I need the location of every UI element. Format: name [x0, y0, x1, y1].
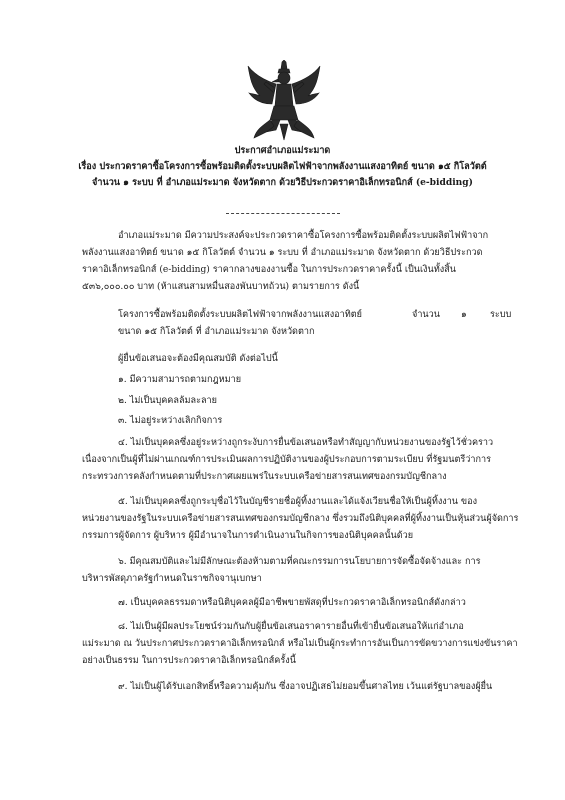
project-unit: ระบบ	[490, 310, 512, 320]
qualification-line: ๒. ไม่เป็นบุคคลล้มละลาย	[118, 396, 217, 406]
qualification-line: ๔. ไม่เป็นบุคคลซึ่งอยู่ระหว่างถูกระงับการยื่นข้อเสนอหรือทำสัญญากับหน่วยงานของรัฐไว้ชั่วคราว	[118, 438, 494, 448]
qualification-line: ๙. ไม่เป็นผู้ได้รับเอกสิทธิ์หรือความคุ้มกัน ซึ่งอาจปฏิเสธไม่ยอมขึ้นศาลไทย เว้นแต่รัฐบาลของผู้ยื่น	[118, 682, 493, 692]
intro-line-3: ราคาอิเล็กทรอนิกส์ (e-bidding) ราคากลางของงานซื้อ ในการประกวดราคาครั้งนี้ เป็นเงินทั้งสิ้น	[82, 265, 456, 275]
qualification-line: แม่ระมาด ณ วันประกาศประกวดราคาอิเล็กทรอนิกส์ หรือไม่เป็นผู้กระทำการอันเป็นการขัดขวางการแข่งขันราคา	[82, 639, 518, 649]
qualification-line: กระทรวงการคลังกำหนดตามที่ประกาศเผยแพร่ในระบบเครือข่ายสารสนเทศของกรมบัญชีกลาง	[82, 472, 447, 482]
subject-line-1: เรื่อง ประกวดราคาซื้อโครงการซื้อพร้อมติดตั้งระบบผลิตไฟฟ้าจากพลังงานแสงอาทิตย์ ขนาด ๑๕ กิโลวัตต์	[78, 161, 487, 172]
qualification-line: ๗. เป็นบุคคลธรรมดาหรือนิติบุคคลผู้มีอาชีพขายพัสดุที่ประกวดราคาอิเล็กทรอนิกส์ดังกล่าว	[118, 598, 466, 608]
qualification-line: ๑. มีความสามารถตามกฎหมาย	[118, 375, 242, 385]
issuer-title: ประกาศอำเภอแม่ระมาด	[234, 145, 331, 156]
qualification-line: ๘. ไม่เป็นผู้มีผลประโยชน์ร่วมกันกับผู้ยื่นข้อเสนอราคารายอื่นที่เข้ายื่นข้อเสนอให้แก่อำเภอ	[118, 622, 464, 632]
qualification-line: กรรมการผู้จัดการ ผู้บริหาร ผู้มีอำนาจในการดำเนินงานในกิจการของนิติบุคคลนั้นด้วย	[82, 531, 414, 541]
project-line-2: ขนาด ๑๕ กิโลวัตต์ ที่ อำเภอแม่ระมาด จังหวัดตาก	[118, 327, 315, 337]
intro-line-1: อำเภอแม่ระมาด มีความประสงค์จะประกวดราคาซื้อโครงการซื้อพร้อมติดตั้งระบบผลิตไฟฟ้าจาก	[118, 231, 489, 241]
garuda-emblem	[246, 60, 322, 142]
intro-line-4: ๕๓๖,๐๐๐.๐๐ บาท (ห้าแสนสามหมื่นสองพันบาทถ้วน) ตามรายการ ดังนี้	[82, 282, 360, 292]
project-quantity-label: จำนวน	[412, 310, 440, 320]
subject-line-2: จำนวน ๑ ระบบ ที่ อำเภอแม่ระมาด จังหวัดตาก ด้วยวิธีประกวดราคาอิเล็กทรอนิกส์ (e-bidding)	[92, 177, 473, 188]
project-line-1: โครงการซื้อพร้อมติดตั้งระบบผลิตไฟฟ้าจากพลังงานแสงอาทิตย์	[118, 310, 362, 320]
qualification-line: อย่างเป็นธรรม ในการประกวดราคาอิเล็กทรอนิกส์ครั้งนี้	[82, 656, 296, 666]
qualification-line: ๖. มีคุณสมบัติและไม่มีลักษณะต้องห้ามตามที่คณะกรรมการนโยบายการจัดซื้อจัดจ้างและ การ	[118, 557, 481, 567]
qualification-line: ๓. ไม่อยู่ระหว่างเลิกกิจการ	[118, 416, 223, 426]
qualifications-heading: ผู้ยื่นข้อเสนอจะต้องมีคุณสมบัติ ดังต่อไปนี้	[118, 354, 278, 364]
qualification-line: เนื่องจากเป็นผู้ที่ไม่ผ่านเกณฑ์การประเมินผลการปฏิบัติงานของผู้ประกอบการตามระเบียบ ที่รัฐมนตรีว่าการ	[82, 455, 491, 465]
separator	[226, 213, 340, 214]
intro-line-2: พลังงานแสงอาทิตย์ ขนาด ๑๕ กิโลวัตต์ จำนวน ๑ ระบบ ที่ อำเภอแม่ระมาด จังหวัดตาก ด้วยวิธีประกวด	[82, 248, 483, 258]
project-quantity-value: ๑	[461, 310, 467, 320]
qualification-line: บริหารพัสดุภาครัฐกำหนดในราชกิจจานุเบกษา	[82, 574, 262, 584]
qualification-line: หน่วยงานของรัฐในระบบเครือข่ายสารสนเทศของกรมบัญชีกลาง ซึ่งรวมถึงนิติบุคคลที่ผู้ทิ้งงานเป็นหุ้นส่วนผู้จัดการ	[82, 514, 519, 524]
qualification-line: ๕. ไม่เป็นบุคคลซึ่งถูกระบุชื่อไว้ในบัญชีรายชื่อผู้ทิ้งงานและได้แจ้งเวียนชื่อให้เป็นผู้ทิ้งงาน ของ	[118, 497, 478, 507]
